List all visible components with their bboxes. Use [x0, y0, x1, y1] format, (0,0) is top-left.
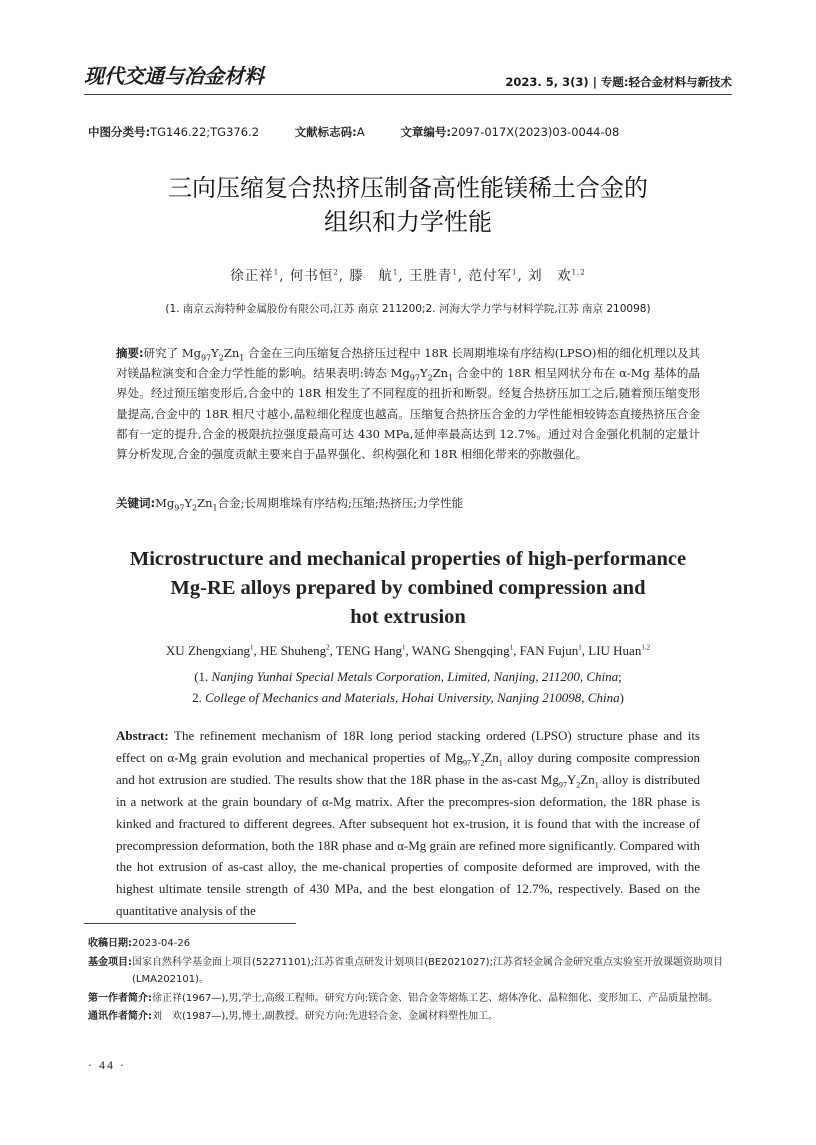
author-cn: 何书恒$^2$, [289, 268, 345, 284]
abstract-english: Abstract: The refinement mechanism of 18R long period stacking ordered (LPSO) structure phase and its effect on α-Mg grain evolution and mechanical properties of $Mg_{97}Y_2Zn_1$ alloy during composite compression and hot extrusion are studied. The results show that the 18R phase in the as-cast $Mg_{97}Y_2Zn_1$ alloy is distributed in a network at the grain boundary of α-Mg matrix. After the precompres-sion deformation, the 18R phase is kinked and fractured to different degrees. After subsequent hot ex-trusion, it is found that with the increase of precompression deformation, both the 18R phase and α-Mg grain are refined more significantly. Compared with the hot extrusion of as-cast alloy, the me-chanical properties of composite deformed are improved, with the highest ultimate tensile strength of 430 MPa, and the best elongation of 12.7%, respectively. Based on the quantitative analysis of the [116, 728, 700, 919]
keywords-label: 关键词: [116, 496, 156, 510]
keywords-chinese: 关键词$:Mg_{97}Y_2Zn_1$合金;长周期堆垛有序结构;压缩;热挤压;力学性能 [116, 496, 464, 513]
authors-chinese [84, 264, 732, 284]
article-number: 文章编号:2097-017X(2023)03-0044-08 [400, 125, 620, 139]
title-english: Microstructure and mechanical properties of high-performance Mg-RE alloys prepared by combined compression and hot extrusion [129, 548, 687, 628]
header-divider [84, 94, 732, 95]
authors-english [84, 643, 732, 659]
affiliation-2: 2. College of Mechanics and Materials, Hohai University, Nanjing 210098, China) [192, 690, 624, 705]
affiliation-1: (1. Nanjing Yunhai Special Metals Corporation, Limited, Nanjing, 211200, China; [194, 669, 622, 684]
author-en: FAN Fujun$^1$, [519, 643, 589, 658]
abstract-chinese: 摘要:研究了 $Mg_{97}Y_2Zn_1$ 合金在三向压缩复合热挤压过程中 18R 长周期堆垛有序结构(LPSO)相的细化机理以及其对镁晶粒演变和合金力学性能的影响。结果表明:铸态 $Mg_{97}Y_2Zn_1$ 合金中的 18R 相呈网状分布在 α-Mg 基体的晶界处。经过预压缩变形后,合金中的 18R 相发生了不同程度的扭折和断裂。经复合热挤压加工之后,随着预压缩变形量提高,合金中的 18R 相尺寸越小,晶粒细化程度也越高。压缩复合热挤压合金的力学性能相较铸态直接热挤压合金都有一定的提升,合金的极限抗拉强度最高可达 430 MPa,延伸率最高达到 12.7%。通过对合金强化机制的定量计算分析发现,合金的强度贡献主要来自于晶界强化、织构强化和 18R 相细化带来的弥散强化。 [116, 346, 700, 462]
journal-logo: 现代交通与冶金材料 [84, 64, 264, 88]
affiliation-english [84, 666, 732, 708]
author-en: WANG Shengqing$^1$, [411, 643, 520, 658]
author-en: XU Zhengxiang$^1$, [165, 643, 261, 658]
clc-code: 中图分类号:TG146.22;TG376.2 [88, 125, 260, 139]
footnote-funding: 基金项目: 国家自然科学基金面上项目(52271101);江苏省重点研发计划项目(BE2021027);江苏省轻金属合金研究重点实验室开放课题资助项目(LMA202101)。 [88, 956, 723, 985]
author-cn: 刘 欢$^{1,2}$ [528, 268, 586, 284]
title-chinese: 三向压缩复合热挤压制备高性能镁稀土合金的 组织和力学性能 [168, 174, 648, 236]
page-number: · 44 · [88, 1058, 126, 1072]
author-cn: 徐正祥$^1$, [230, 268, 285, 284]
author-en: HE Shuheng$^2$, [260, 643, 336, 658]
footnote-corresponding-author: 通讯作者简介: 刘 欢(1987—),男,博士,副教授。研究方向:先进轻合金、金属材料塑性加工。 [88, 1011, 499, 1022]
author-en: TENG Hang$^1$, [335, 643, 412, 658]
footnote-first-author: 第一作者简介: 徐正祥(1967—),男,学士,高级工程师。研究方向:镁合金、铝合金等熔炼工艺、熔体净化、晶粒细化、变形加工、产品质量控制。 [88, 992, 719, 1004]
footnote-received-date: 收稿日期: 2023-04-26 [88, 938, 191, 949]
footnote-divider [84, 923, 296, 924]
author-cn: 范付军$^1$, [468, 268, 523, 284]
classification-line [88, 124, 651, 140]
abstract-label-en: Abstract: [116, 728, 169, 743]
affiliation-chinese: (1. 南京云海特种金属股份有限公司,江苏 南京 211200;2. 河海大学力学与材料学院,江苏 南京 210098) [165, 303, 651, 315]
author-cn: 王胜青$^1$, [408, 268, 464, 284]
footnotes [88, 935, 732, 1026]
abstract-label: 摘要: [116, 346, 144, 360]
author-cn: 滕 航$^1$, [349, 268, 404, 284]
issue-info: 2023. 5, 3(3) | 专题:轻合金材料与新技术 [505, 75, 732, 89]
document-code: 文献标志码:A [294, 125, 365, 139]
author-en: LIU Huan$^{1,2}$ [588, 643, 651, 658]
